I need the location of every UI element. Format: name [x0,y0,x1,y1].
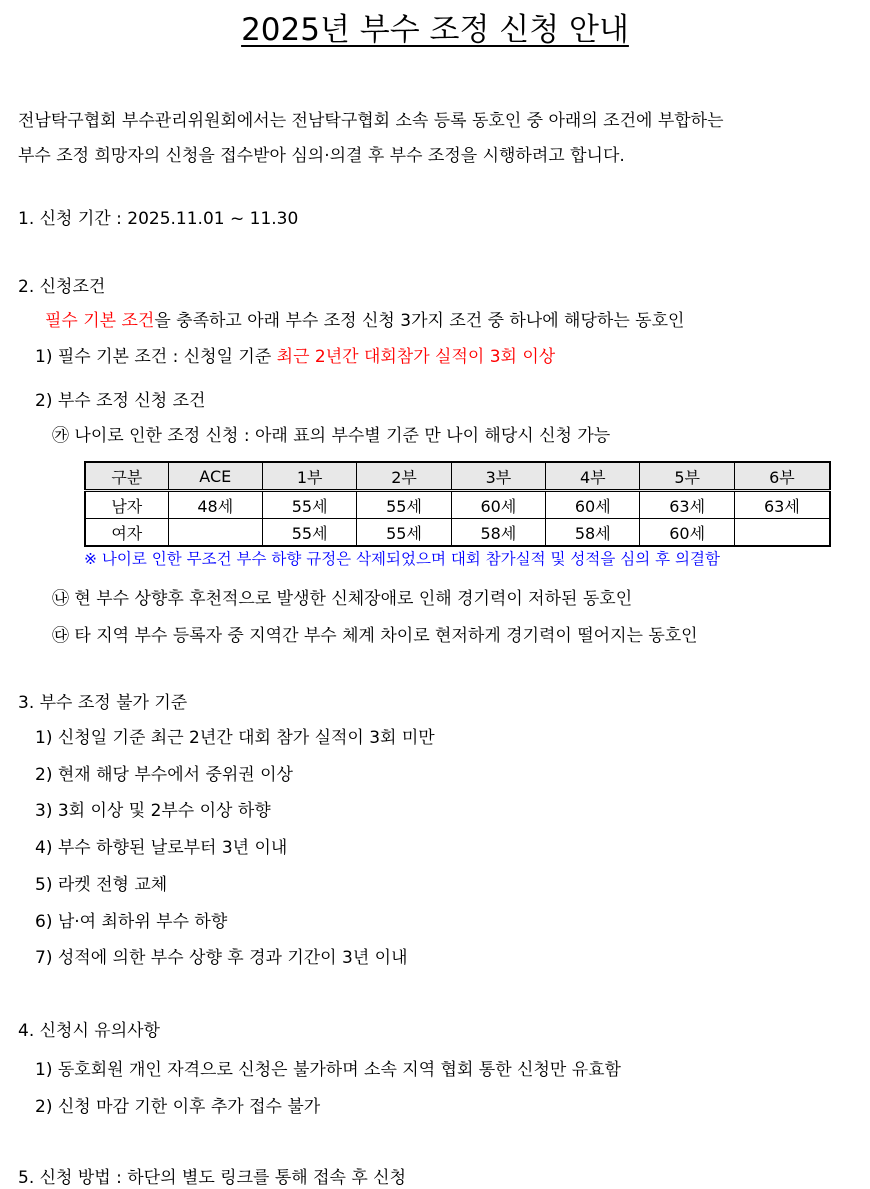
table-header: 1부 [262,462,356,491]
table-cell: 58세 [451,519,545,547]
table-cell: 55세 [262,519,356,547]
section-4-item: 1) 동호회원 개인 자격으로 신청은 불가하며 소속 지역 협회 통한 신청만 유효함 [35,1060,621,1080]
table-header: 2부 [357,462,451,491]
table-cell: 여자 [85,519,168,547]
section-4-heading: 4. 신청시 유의사항 [18,1021,160,1041]
page-title [0,10,870,50]
section-3-item: 3) 3회 이상 및 2부수 이상 하향 [35,801,271,821]
table-cell: 63세 [734,491,830,519]
table-cell: 55세 [357,519,451,547]
section-3-heading: 3. 부수 조정 불가 기준 [18,693,188,713]
condition-text: 을 충족하고 아래 부수 조정 신청 3가지 조건 중 하나에 해당하는 동호인 [154,311,685,331]
sub-item-b: ㉯ 현 부수 상향후 후천적으로 발생한 신체장애로 인해 경기력이 저하된 동호인 [52,589,633,609]
table-cell: 남자 [85,491,168,519]
section-3-item: 6) 남·여 최하위 부수 하향 [35,912,228,932]
table-header-row [85,462,830,491]
intro-line: 전남탁구협회 부수관리위원회에서는 전남탁구협회 소속 등록 동호인 중 아래의 조건에 부합하는 [18,111,724,131]
section-3-item: 4) 부수 하향된 날로부터 3년 이내 [35,838,288,858]
table-header: 6부 [734,462,830,491]
section-4-item: 2) 신청 마감 기한 이후 추가 접수 불가 [35,1097,321,1117]
section-5-method: 5. 신청 방법 : 하단의 별도 링크를 통해 접속 후 신청 [18,1168,407,1188]
section-3-item: 7) 성적에 의한 부수 상향 후 경과 기간이 3년 이내 [35,948,408,968]
section-2-condition [45,310,684,332]
table-cell: 58세 [546,519,640,547]
table-header: 3부 [451,462,545,491]
section-1-period: 1. 신청 기간 : 2025.11.01 ~ 11.30 [18,209,299,229]
sub-item-a: ㉮ 나이로 인한 조정 신청 : 아래 표의 부수별 기준 만 나이 해당시 신청 가능 [52,426,611,446]
section-2-item-2: 2) 부수 조정 신청 조건 [35,391,206,411]
section-3-item: 2) 현재 해당 부수에서 중위권 이상 [35,765,293,785]
section-3-item: 1) 신청일 기준 최근 2년간 대회 참가 실적이 3회 미만 [35,728,435,748]
required-condition: 필수 기본 조건 [45,311,155,331]
table-cell: 60세 [640,519,734,547]
age-table [84,461,831,547]
table-row [85,519,830,547]
table-row [85,491,830,519]
table-header: 4부 [546,462,640,491]
table-note: ※ 나이로 인한 무조건 부수 하향 규정은 삭제되었으며 대회 참가실적 및 성적을 심의 후 의결함 [84,550,720,568]
table-cell [734,519,830,547]
table-cell: 48세 [168,491,262,519]
table-header: ACE [168,462,262,491]
table-cell: 60세 [451,491,545,519]
table-header: 구분 [85,462,168,491]
section-2-heading: 2. 신청조건 [18,277,106,297]
title-text: 2025년 부수 조정 신청 안내 [241,12,629,48]
table-cell: 63세 [640,491,734,519]
section-2-item-1 [35,346,555,368]
table-cell [168,519,262,547]
sub-item-c: ㉰ 타 지역 부수 등록자 중 지역간 부수 체계 차이로 현저하게 경기력이 떨어지는 동호인 [52,626,698,646]
table-cell: 55세 [357,491,451,519]
item-highlight: 최근 2년간 대회참가 실적이 3회 이상 [276,347,556,367]
table-cell: 60세 [546,491,640,519]
section-3-item: 5) 라켓 전형 교체 [35,875,168,895]
table-cell: 55세 [262,491,356,519]
intro-line: 부수 조정 희망자의 신청을 접수받아 심의·의결 후 부수 조정을 시행하려고 합니다. [18,146,625,166]
table-header: 5부 [640,462,734,491]
item-text: 1) 필수 기본 조건 : 신청일 기준 [35,347,277,367]
